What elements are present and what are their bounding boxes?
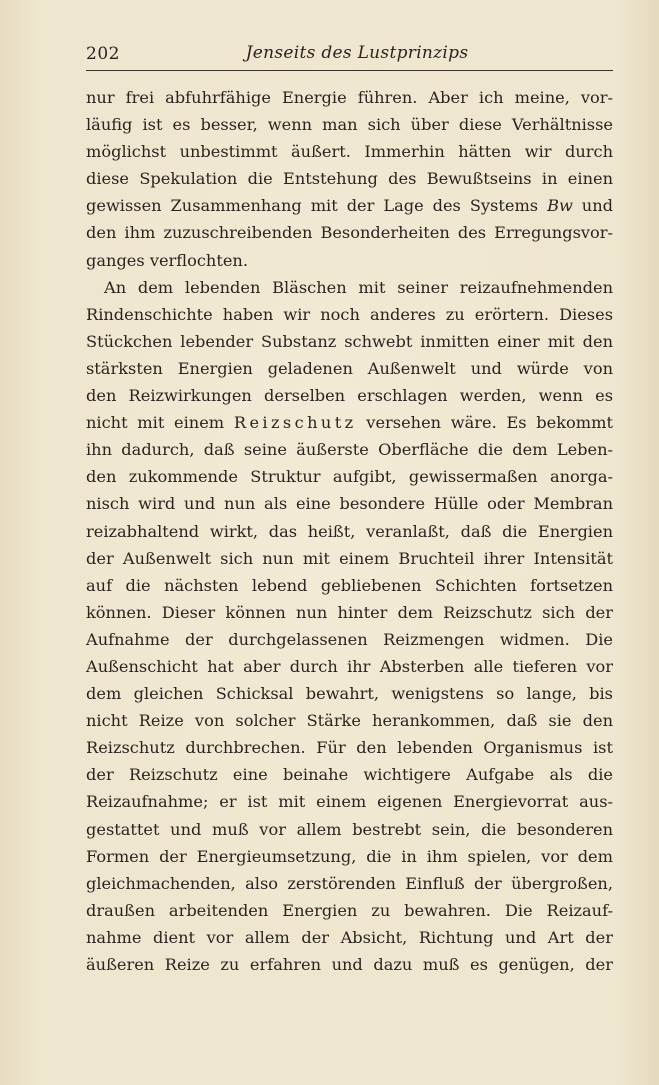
text-line: der Außenwelt sich nun mit einem Bruchteil ihrer Intensität [86,548,613,568]
text-line: diese Spekulation die Entstehung des Bewußtseins in einen [86,169,613,189]
text-line: Aufnahme der durchgelassenen Reizmengen widmen. Die [86,629,613,649]
text-line: können. Dieser können nun hinter dem Reizschutz sich der [86,602,613,622]
text-line: draußen arbeitenden Energien zu bewahren. Die Reizauf- [86,900,613,920]
text-line: nicht Reize von solcher Stärke herankommen, daß sie den [86,711,613,731]
text-line: nahme dient vor allem der Absicht, Richtung und Art der [86,927,613,947]
text-line: möglichst unbestimmt äußert. Immerhin hätten wir durch [86,142,613,162]
text-line: den Reizwirkungen derselben erschlagen werden, wenn es [86,386,613,406]
page-header [86,38,614,68]
text-line: Formen der Energieumsetzung, die in ihm spielen, vor dem [86,846,613,866]
text-line: der Reizschutz eine beinahe wichtigere Aufgabe als die [86,765,613,785]
text-line: ihn dadurch, daß seine äußerste Oberfläche die dem Leben- [86,440,613,460]
text-line: nur frei abfuhrfähige Energie führen. Aber ich meine, vor- [86,88,613,107]
text-line: stärksten Energien geladenen Außenwelt und würde von [86,358,613,378]
text-line: Stückchen lebender Substanz schwebt inmitten einer mit den [86,331,613,351]
body-text [86,84,613,978]
text-line: den ihm zuzuschreibenden Besonderheiten des Erregungsvor- [86,223,613,243]
paragraph-start-line: An dem lebenden Bläschen mit seiner reizaufnehmenden [104,277,613,297]
text-line: nisch wird und nun als eine besondere Hülle oder Membran [86,494,613,514]
text-line: reizabhaltend wirkt, das heißt, veranlaßt, daß die Energien [86,521,613,541]
text-line [86,409,613,436]
text-line: gestattet und muß vor allem bestrebt sein, die besonderen [86,819,613,839]
text-line: Reizschutz durchbrechen. Für den lebenden Organismus ist [86,738,613,758]
text-line: auf die nächsten lebend gebliebenen Schichten fortsetzen [86,575,613,595]
spaced-term: Reizschutz [233,413,357,433]
text-line: Außenschicht hat aber durch ihr Absterben alle tieferen vor [86,656,613,676]
italic-term: Bw [547,196,573,216]
text-line: läufig ist es besser, wenn man sich über diese Verhältnisse [86,115,613,135]
text-line [86,192,613,219]
text-segment: versehen wäre. Es bekommt [356,413,613,433]
text-line: Reizaufnahme; er ist mit einem eigenen Energievorrat aus- [86,792,613,812]
header-rule [86,70,613,71]
text-line: äußeren Reize zu erfahren und dazu muß es genügen, der [86,955,613,974]
text-segment: gewissen Zusammenhang mit der Lage des Systems [86,196,548,216]
paragraph-end-line: ganges verflochten. [86,250,248,270]
text-line: dem gleichen Schicksal bewahrt, wenigstens so lange, bis [86,684,613,704]
text-segment: nicht mit einem [86,413,234,433]
page-number: 202 [86,44,120,64]
text-line: den zukommende Struktur aufgibt, gewissermaßen anorga- [86,467,613,487]
text-segment: und [572,196,613,216]
running-title: Jenseits des Lustprinzips [245,43,469,63]
text-line: gleichmachenden, also zerstörenden Einfluß der übergroßen, [86,873,613,893]
text-line: Rindenschichte haben wir noch anderes zu erörtern. Dieses [86,304,613,324]
